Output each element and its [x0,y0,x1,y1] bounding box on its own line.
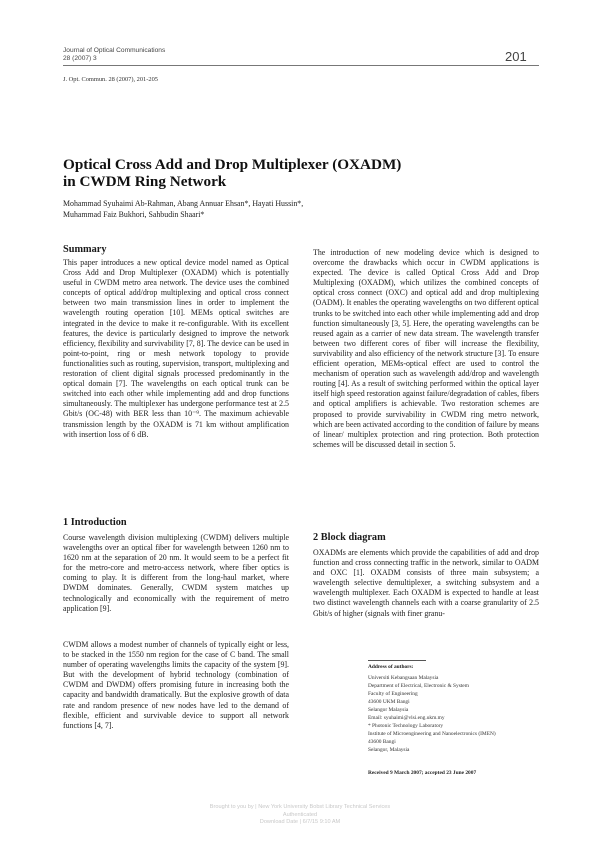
address-line: 43600 Bangi [368,739,396,745]
block-diagram-heading: 2 Block diagram [313,532,386,543]
address-email: Email: syuhaimi@vlsi.eng.ukm.my [368,715,445,721]
page-number: 201 [505,49,527,64]
block-diagram-paragraph [313,548,539,619]
author-list [63,199,383,220]
article-title [63,156,483,190]
introduction-paragraph-2 [63,640,289,731]
address-line: Selangor, Malaysia [368,747,410,753]
summary-text [63,258,289,440]
address-line: Institute of Microengineering and Nanoelectronics (IMEN) [368,731,496,737]
address-line: Department of Electrical, Electronic & System [368,683,469,689]
address-line: * Photonic Technology Laboratory [368,723,444,729]
summary-paragraph: This paper introduces a new optical device model named as Optical Cross Add and Drop Multiplexer (OXADM) which is potentially useful in CWDM metro area network. The device uses the combined concepts of optical add/drop multiplexing and optical cross connect between two main transmission lines in order to implement the wavelength routing operation [10]. MEMs optical switches are integrated in the device to make it re-configurable. With its excellent features, the device is particularly designed to improve the network efficiency, flexibility and survivability [7, 8]. The device can be used in point-to-point, ring or mesh network topology to provide functionalities such as routing, supervision, transport, multiplexing and restoration of client digital signals processed predominantly in the optical domain [7]. The wavelengths on each optical trunk can be switched into each other while implementing add and drop functions simultaneously. The multiplexer has undergone performance test at 2.5 Gbit/s (OC-48) with BER less than 10⁻⁹. The maximum achievable transmission length by the OXADM is 71 km without amplification with insertion loss of 6 dB. [63,258,289,439]
address-block [368,674,548,754]
intro-para-1: Course wavelength division multiplexing (CWDM) delivers multiple wavelengths over an optical fiber for wavelength between 1260 nm to 1620 nm at the separation of 20 nm. It would seem to be a perfect fit for the metro-core and metro-access network, where fiber optics is coming to play. It is different from the long-haul market, where DWDM dominates. Generally, CWDM system matches up technologically and economically with the requirement of metro application [9]. [63,533,289,613]
introduction-heading: 1 Introduction [63,517,127,528]
address-separator [368,660,426,661]
summary-heading: Summary [63,244,107,255]
block-para: OXADMs are elements which provide the capabilities of add and drop function and cross connecting traffic in the network, similar to OADM and OXC [1]. OXADM consists of three main subsystem; a wavelength selective demultiplexer, a switching subsystem and a wavelength multiplexer. Each OXADM is expected to handle at least two distinct wavelength channels each with a coarse granularity of 2.5 Gbit/s of higher (signals with finer granu- [313,548,539,618]
address-heading: Address of authors: [368,664,414,670]
right-column-paragraph [313,248,539,450]
received-date: Received 9 March 2007; accepted 23 June 2007 [368,770,477,776]
authors-line-2: Muhammad Faiz Bukhori, Sahbudin Shaari* [63,209,205,219]
download-footer [150,804,450,827]
address-line: 43600 UKM Bangi [368,699,410,705]
authors-line-1: Mohammad Syuhaimi Ab-Rahman, Abang Annuar Ehsan*, Hayati Hussin*, [63,199,304,208]
header-rule [63,65,539,66]
introduction-paragraph-1 [63,533,289,614]
title-line-1: Optical Cross Add and Drop Multiplexer (OXADM) [63,156,402,173]
address-line: Selangor Malaysia [368,707,409,713]
address-line: Universiti Kebangsaan Malaysia [368,675,439,681]
footer-line: Download Date | 6/7/15 9:10 AM [259,819,341,826]
footer-line: Brought to you by | New York University Bobst Library Technical Services [209,804,391,810]
right-para-1: The introduction of new modeling device which is designed to overcome the drawbacks which occur in CWDM applications is expected. The device is called Optical Cross Add and Drop Multiplexing (OXADM), which utilizes the combined concepts of optical cross connect (OXC) and optical add and drop multiplexing (OADM). It enables the operating wavelengths on two different optical trunks to be switched into each other while implementing add and drop function simultaneously [3, 5]. Here, the operating wavelengths can be reused again as a carrier of new data stream. The wavelength transfer between two different cores of fiber will increase the flexibility, survivability and also efficiency of the network structure [3]. To ensure efficient operation, MEMs-optical effect are used to control the mechanism of operation such as wavelength add/drop and wavelength routing [4]. As a result of switching performed within the optical layer itself high speed restoration against failure/degradation of cables, fibers and optical amplifiers is achievable. Two restoration schemes are proposed to provide survivability in CWDM ring metro network, which are been activated according to the condition of failure by means of linear/ multiplex protection and ring protection. Both protection schemes will be discussed detail in section 5. [313,248,539,449]
intro-para-2: CWDM allows a modest number of channels of typically eight or less, to be stacked in the 1550 nm region for the case of C band. The small number of operating wavelengths limits the capacity of the system [9]. But with the development of hybrid technology (combination of CWDM and DWDM) offers promising future in increasing both the capacity and bandwidth dramatically. But the explosive growth of data rate and random presence of new nodes have led to the demand of flexible, efficient and survivable device to support all network functions [4, 7]. [63,640,289,730]
citation: J. Opt. Commun. 28 (2007), 201-205 [63,76,158,83]
volume-issue: 28 (2007) 3 [63,55,97,62]
address-line: Faculty of Engineering [368,691,418,697]
title-line-2: in CWDM Ring Network [63,173,227,190]
journal-header [63,47,165,63]
journal-name: Journal of Optical Communications [63,47,166,54]
footer-line: Authenticated [282,811,318,818]
